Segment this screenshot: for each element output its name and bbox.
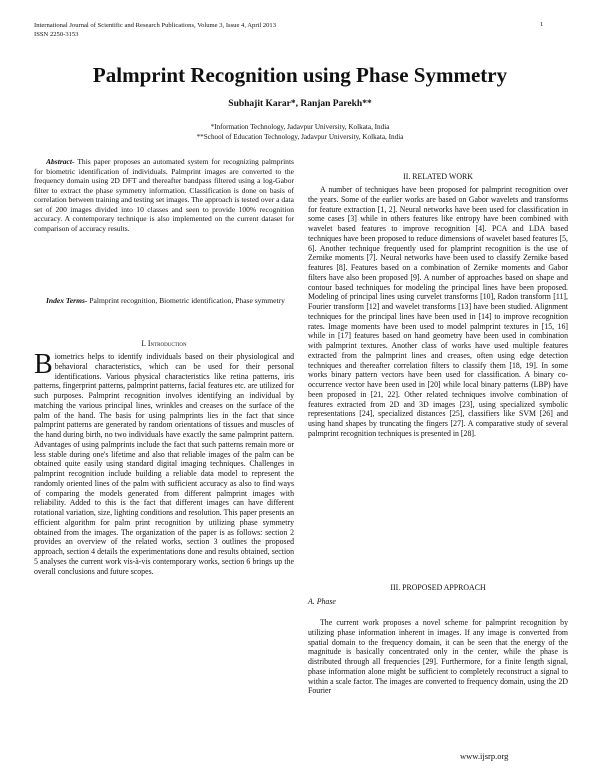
related-work-text: A number of techniques have been proposed for palmprint recognition over the years. Some of the earlier works are based on Gabor wavelets and transforms for feature extraction [1, 2]. Neural networks have been used for classification in some cases [3] while in others features like entropy have been combined with wavelet based features to improve recognition [4]. PCA and LDA based techniques have been proposed to reduce dimensions of wavelet based features [5, 6]. Another technique frequently used for plamprint recognition is the use of Zernike moments [7]. Neural networks have been used to classify Zernike based features [8]. Features based on a combination of Zernike moments and Gabor filters have also been proposed [9]. A number of approaches based on shape and contour based techniques for modeling the principal lines have been proposed. Modeling of principal lines using curvelet transforms [10], Radon transform [11], Fourier transform [12] and wavelet transforms [13] have been studied. Alignment techniques for the principal lines have been used in [14] to improve recognition rates. Image moments have been used to model palmprint textures in [15, 16] while in [17] features based on hand geometry have been used in combination with palmprint textures. Another class of works have used multiple features extracted from the palmprint lines and creases, often using edge detection techniques and thereafter correlation filters to classify them [18, 19]. In some works binary pattern vectors have been used for classification. A binary co-occurrence vector have been used in [20] while local binary patterns (LBP) have been proposed in [21, 22]. Other related techniques involve combination of features extracted from 2D and 3D images [23], using specialized symbolic representations [24], specialized distances [25], classifiers like SVM [26] and using hand shapes by truncating the fingers [27]. A comparative study of several palmprint recognition techniques is presented in [28]. [308,185,568,438]
authors: Subhajit Karar*, Ranjan Parekh** [228,99,372,109]
journal-name: International Journal of Scientific and Research Publications, Volume 3, Issue 4, April 2013 [34,22,277,29]
affiliation-2: **School of Education Technology, Jadavpur University, Kolkata, India [196,132,404,141]
intro-heading: I. Introduction [141,339,187,348]
abstract-label: Abstract- [46,157,75,166]
phase-text: The current work proposes a novel scheme for palmprint recognition by utilizing phase information inherent in images. If any image is converted from spatial domain to the frequency domain, it can be seen that the energy of the magnitude is basically concentrated only in the center, while the phase is distributed through all frequencies [29]. Furthermore, for a finite length signal, phase information alone might be sufficient to completely reconstruct a signal to within a scale factor. The images are converted to frequency domain, using the 2D Fourier [308,618,568,696]
affiliations [0,123,600,142]
phase-subheading: A. Phase [308,597,336,606]
paper-title: Palmprint Recognition using Phase Symmetry [92,63,508,87]
issn: ISSN 2250-3153 [34,31,79,38]
index-terms-text: Palmprint recognition, Biometric identification, Phase symmetry [89,296,285,305]
intro-text: iometrics helps to identify individuals based on their physiological and behavioral characteristics, which can be used for their personal identifications. Various physical characteristics like retina patterns, iris patterns, fingerprint patterns, palmprint patterns, facial features etc. are utilized for such purposes. Palmprint recognition involves identifying an individual by matching the various principal lines, wrinkles and creases on the surface of the palm of the hand. The basis for using palmprints lies in the fact that since palmprint patterns are generated by random orientations of tissues and muscles of the hand during birth, no two individuals have exactly the same palmprint pattern. Advantages of using palmprints include the fact that such patterns remain more or less stable during one's lifetime and also that reliable images of the palm can be obtained quite easily using standard digital imaging techniques. Challenges in palmprint recognition include building a reliable data model to represent the randomly oriented lines of the palm with sufficient accuracy as also to find ways of comparing the models generated from different palmprint images with reliability. Added to this is the fact that different images can have different rotational variation, size, lighting conditions and resolution. This paper presents an efficient algorithm for palm print recognition by utilizing phase symmetry obtained from the images. The organization of the paper is as follows: section 2 provides an overview of the related works, section 3 outlines the proposed approach, section 4 details the experimentations done and results obtained, section 5 analyses the current work vis-à-vis contemporary works, section 6 brings up the overall conclusions and future scopes. [34,352,294,576]
drop-cap: B [34,349,53,380]
page-number: 1 [540,21,544,28]
journal-header [34,21,276,39]
related-work-body [308,185,568,439]
affiliation-1: *Information Technology, Jadavpur University, Kolkata, India [210,123,390,131]
intro-body [34,349,294,576]
abstract [34,157,294,233]
phase-body [308,618,568,696]
proposed-approach-heading: III. PROPOSED APPROACH [390,583,486,592]
index-terms-label: Index Terms- [46,296,88,305]
footer-url: www.ijsrp.org [460,751,509,761]
abstract-text: This paper proposes an automated system for recognizing palmprints for biometric identification of individuals. Palmprint images are converted to the frequency domain using 2D DFT and thereafter bandpass filtered using a log-Gabor filter to extract the phase symmetry information. Classification is done on basis of correlation between training and testing set images. The approach is tested over a data set of 200 images divided into 10 classes and seen to provide 100% recognition accuracy. A contemporary technique is also implemented on the current dataset for comparison of accuracy results. [34,157,294,233]
index-terms [34,296,294,306]
related-work-heading: II. RELATED WORK [403,172,473,181]
